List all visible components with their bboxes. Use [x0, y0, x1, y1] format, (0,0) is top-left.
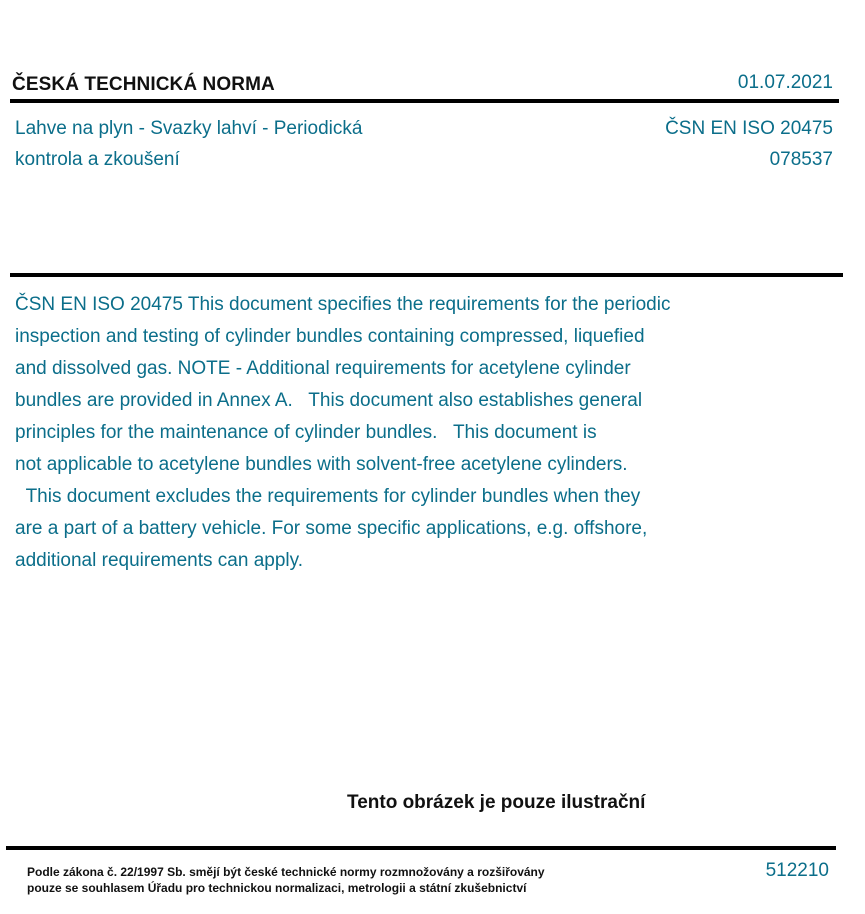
standard-title-line-1: Lahve na plyn - Svazky lahví - Periodická	[15, 118, 363, 139]
footer-divider	[6, 846, 836, 850]
standard-title-line-2: kontrola a zkoušení	[15, 149, 180, 170]
document-number: 512210	[765, 860, 829, 881]
legal-notice	[27, 864, 545, 896]
standard-description: ČSN EN ISO 20475 This document specifies the requirements for the periodic inspection and testing of cylinder bundles containing compressed, liquefied and dissolved gas. NOTE - Additional requirements for acetylene cylinder bundles are provided in Annex A. This document also establishes general principles for the maintenance of cylinder bundles. This document is not applicable to acetylene bundles with solvent-free acetylene cylinders. This document excludes the requirements for cylinder bundles when they are a part of a battery vehicle. For some specific applications, e.g. offshore, additional requirements can apply.	[15, 294, 671, 571]
issue-date: 01.07.2021	[737, 72, 833, 93]
standard-code: ČSN EN ISO 20475	[665, 118, 833, 139]
header-divider	[10, 99, 839, 103]
illustration-note: Tento obrázek je pouze ilustrační	[347, 792, 646, 813]
legal-notice-line-1: Podle zákona č. 22/1997 Sb. smějí být české technické normy rozmnožovány a rozšiřovány	[27, 865, 545, 879]
legal-notice-line-2: pouze se souhlasem Úřadu pro technickou normalizaci, metrologii a státní zkušebnictví	[27, 881, 527, 895]
document-type-title: ČESKÁ TECHNICKÁ NORMA	[12, 74, 275, 95]
classification-number: 078537	[769, 149, 833, 170]
section-divider	[10, 273, 843, 277]
